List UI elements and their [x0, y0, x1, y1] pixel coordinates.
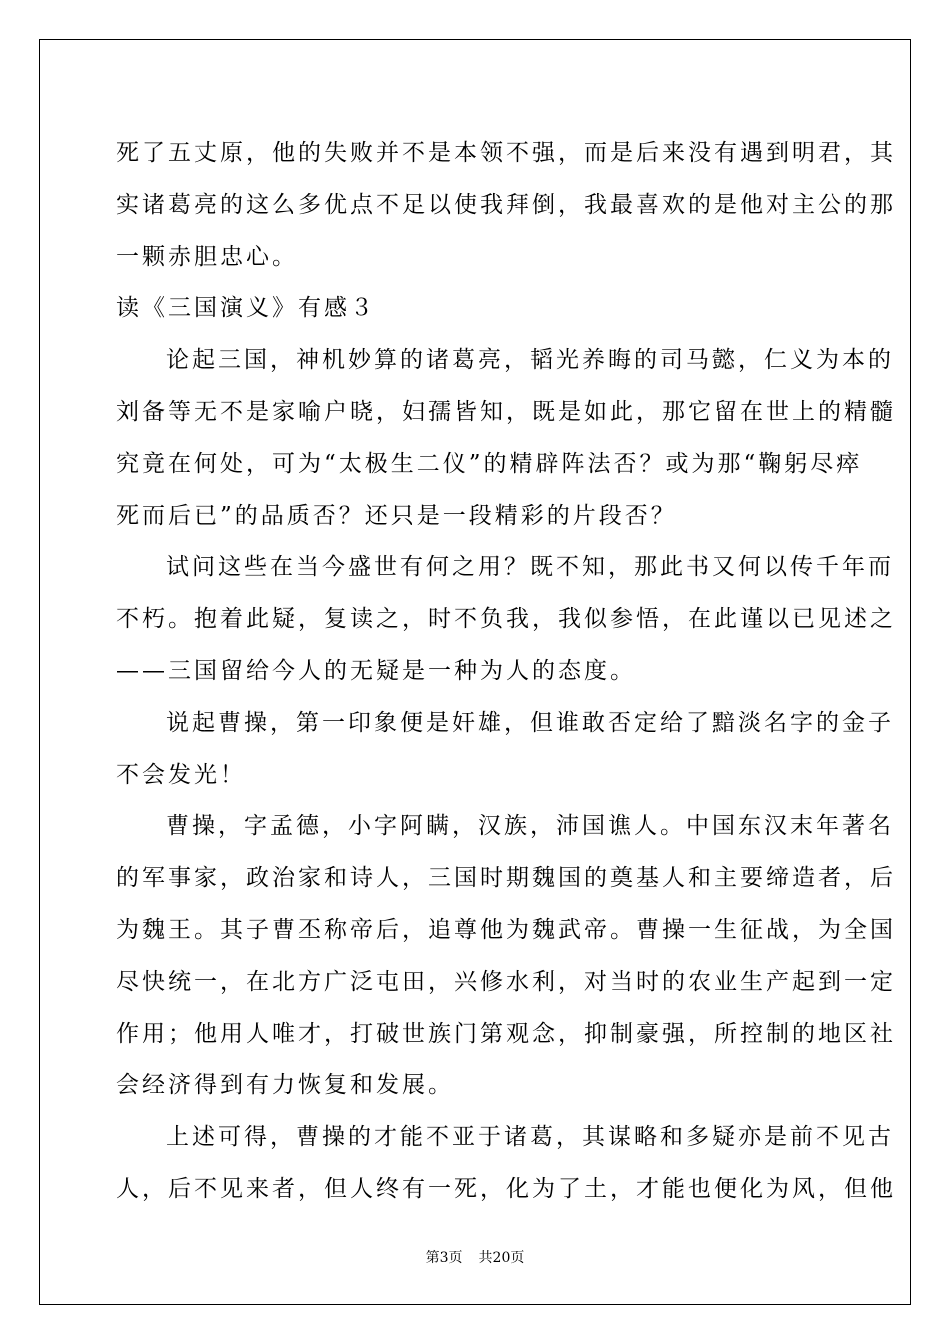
text-line: 论起三国，神机妙算的诸葛亮，韬光养晦的司马懿，仁义为本的 [166, 347, 894, 374]
paragraph [116, 1112, 896, 1216]
text-line: 试问这些在当今盛世有何之用？既不知，那此书又何以传千年而 [166, 554, 894, 581]
paragraph [116, 698, 894, 802]
text-line: 的军事家，政治家和诗人，三国时期魏国的奠基人和主要缔造者，后 [116, 865, 896, 892]
page-total: 共20页 [478, 1250, 525, 1266]
text-line: 死而后已”的品质否？还只是一段精彩的片段否？ [116, 502, 677, 529]
text-line: 究竟在何处，可为“太极生二仪”的精辟阵法否？或为那“鞠躬尽瘁 [116, 450, 863, 477]
text-line: 人，后不见来者，但人终有一死，化为了土，才能也便化为风，但他 [116, 1175, 896, 1202]
text-line: 曹操，字孟德，小字阿瞒，汉族，沛国谯人。中国东汉末年著名 [166, 813, 894, 840]
paragraph [116, 542, 896, 697]
paragraph [116, 801, 896, 1112]
text-line: 为魏王。其子曹丕称帝后，追尊他为魏武帝。曹操一生征战，为全国 [116, 916, 896, 943]
text-line: ——三国留给今人的无疑是一种为人的态度。 [116, 657, 636, 684]
text-line: 会经济得到有力恢复和发展。 [116, 1072, 454, 1099]
text-line: 尽快统一，在北方广泛屯田，兴修水利，对当时的农业生产起到一定 [116, 968, 896, 995]
page-number: 第3页 [425, 1250, 463, 1266]
text-line: 实诸葛亮的这么多优点不足以使我拜倒，我最喜欢的是他对主公的那 [116, 191, 896, 218]
text-line: 不会发光！ [116, 761, 246, 788]
document-body [116, 128, 896, 1216]
text-line: 死了五丈原，他的失败并不是本领不强，而是后来没有遇到明君，其 [116, 140, 896, 166]
text-line: 作用；他用人唯才，打破世族门第观念，抑制豪强，所控制的地区社 [116, 1020, 896, 1047]
text-line: 说起曹操，第一印象便是奸雄，但谁敢否定给了黯淡名字的金子 [166, 709, 894, 736]
text-line: 一颗赤胆忠心。 [116, 243, 298, 270]
page-footer [0, 1249, 950, 1267]
text-line: 不朽。抱着此疑，复读之，时不负我，我似参悟，在此谨以已见述之 [116, 606, 896, 633]
text-line: 上述可得，曹操的才能不亚于诸葛，其谋略和多疑亦是前不见古 [166, 1124, 894, 1151]
heading-line: 读《三国演义》有感３ [116, 295, 376, 322]
section-heading [116, 283, 836, 335]
text-line: 刘备等无不是家喻户晓，妇孺皆知，既是如此，那它留在世上的精髓 [116, 398, 896, 425]
paragraph [116, 335, 896, 542]
paragraph [116, 128, 896, 283]
